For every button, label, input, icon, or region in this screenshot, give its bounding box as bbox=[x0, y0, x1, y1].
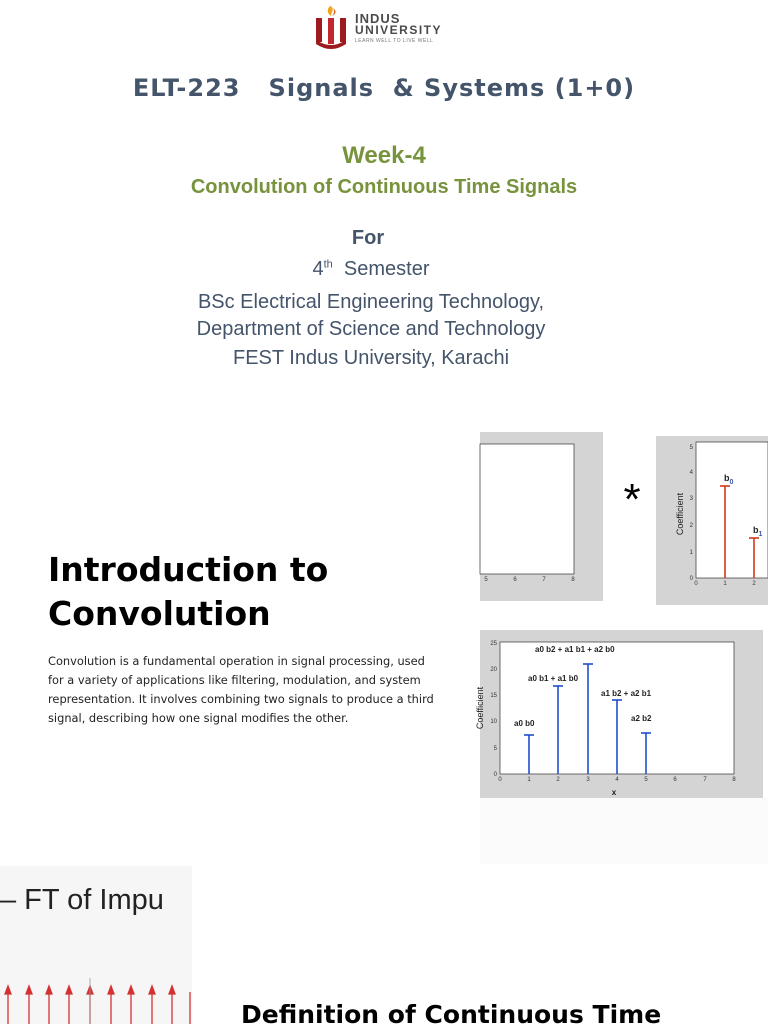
right-ytick: 2 bbox=[689, 523, 693, 529]
university-logo bbox=[312, 2, 464, 48]
intro-title bbox=[48, 548, 328, 636]
right-plot-area bbox=[696, 442, 768, 578]
convolution-figure bbox=[475, 432, 768, 864]
bottom-ytick: 15 bbox=[490, 693, 497, 699]
bottom-ytick: 10 bbox=[490, 719, 497, 725]
bottom-xtick: 6 bbox=[673, 777, 677, 783]
convolution-operator: * bbox=[623, 475, 641, 524]
semester-number: 4 bbox=[312, 258, 324, 280]
for-label: For bbox=[351, 227, 385, 249]
program-line-2: Department of Science and Technology bbox=[196, 318, 546, 340]
bottom-xtick: 4 bbox=[615, 777, 619, 783]
intro-title-line-1: Introduction to bbox=[48, 550, 329, 589]
right-plot-ylabel: Coefficient bbox=[675, 492, 685, 536]
annotation-c1: a0 b1 + a1 b0 bbox=[528, 674, 579, 683]
semester-suffix: th bbox=[323, 258, 333, 271]
annotation-c4: a2 b2 bbox=[631, 714, 652, 723]
annotation-c0: a0 b0 bbox=[514, 719, 535, 728]
logo-tagline: LEARN WELL TO LIVE WELL bbox=[355, 38, 434, 44]
annotation-c3: a1 b2 + a2 b1 bbox=[601, 689, 652, 698]
left-xtick: 7 bbox=[542, 577, 546, 583]
bottom-xtick: 1 bbox=[527, 777, 531, 783]
left-xtick: 6 bbox=[513, 577, 517, 583]
bottom-ytick: 20 bbox=[490, 667, 497, 673]
bottom-xtick: 0 bbox=[498, 777, 502, 783]
intro-title-line-2: Convolution bbox=[48, 594, 271, 633]
right-xtick: 0 bbox=[694, 581, 698, 587]
bottom-ytick: 5 bbox=[493, 746, 497, 752]
impulse-arrows-icon bbox=[0, 966, 192, 1024]
bottom-xtick: 2 bbox=[556, 777, 560, 783]
semester-word: Semester bbox=[332, 258, 430, 280]
right-xtick: 2 bbox=[752, 581, 756, 587]
program-line-1: BSc Electrical Engineering Technology, bbox=[197, 291, 545, 313]
bottom-xtick: 8 bbox=[732, 777, 736, 783]
logo-emblem-icon bbox=[312, 2, 352, 48]
slide3-title: Definition of Continuous Time bbox=[241, 1000, 662, 1029]
bottom-xtick: 3 bbox=[586, 777, 590, 783]
right-ytick: 5 bbox=[689, 445, 693, 451]
label-b0: $b_0$ bbox=[724, 473, 734, 486]
bottom-ytick: 25 bbox=[490, 641, 497, 647]
impulse-image-caption: – FT of Impu bbox=[0, 884, 164, 916]
program-block bbox=[0, 289, 742, 343]
impulse-train-image bbox=[0, 866, 192, 1024]
bottom-ytick: 0 bbox=[493, 772, 497, 778]
right-ytick: 1 bbox=[689, 550, 693, 556]
bottom-plot-ylabel: Coefficient bbox=[475, 686, 485, 730]
right-ytick: 4 bbox=[689, 470, 693, 476]
logo-line2: UNIVERSITY bbox=[355, 23, 443, 37]
bottom-xtick: 7 bbox=[703, 777, 707, 783]
bottom-xtick: 5 bbox=[644, 777, 648, 783]
left-xtick: 8 bbox=[571, 577, 575, 583]
semester-line bbox=[0, 258, 742, 281]
left-plot-area bbox=[480, 444, 574, 574]
right-xtick: 1 bbox=[723, 581, 727, 587]
annotation-c2: a0 b2 + a1 b1 + a2 b0 bbox=[535, 645, 615, 654]
logo-line1: INDUS bbox=[355, 11, 401, 26]
label-b1: $b_1$ bbox=[753, 525, 763, 538]
course-title: ELT-223 Signals & Systems (1+0) bbox=[132, 74, 636, 102]
week-heading: Week-4 bbox=[342, 142, 426, 169]
university-line: FEST Indus University, Karachi bbox=[232, 347, 510, 369]
left-xtick: 5 bbox=[484, 577, 488, 583]
intro-body-text: Convolution is a fundamental operation in signal processing, used for a variety of applications like filtering, modulation, and system representation. It involves combining two signals to produce a third signal, describing how one signal modifies the other. bbox=[48, 654, 434, 725]
figure-bottom-margin bbox=[480, 798, 768, 864]
topic-heading: Convolution of Continuous Time Signals bbox=[190, 176, 578, 198]
right-ytick: 0 bbox=[689, 576, 693, 582]
bottom-plot-xlabel: x bbox=[611, 788, 617, 797]
right-ytick: 3 bbox=[689, 496, 693, 502]
